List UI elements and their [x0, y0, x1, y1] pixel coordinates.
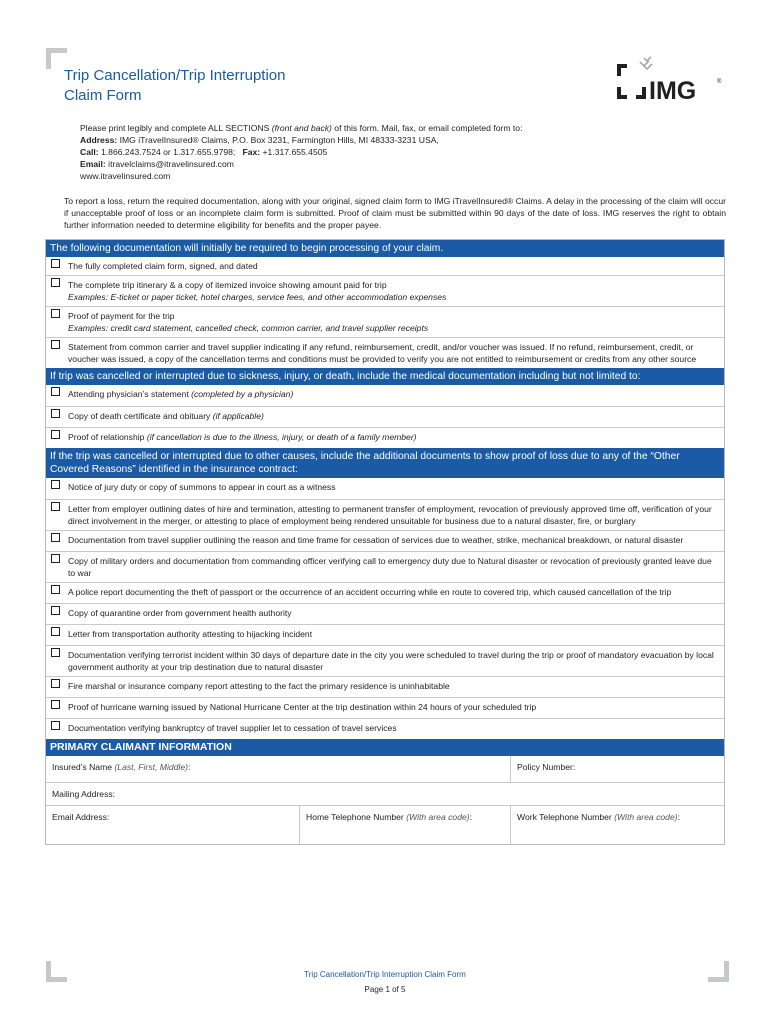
- checklist-item: [46, 257, 724, 275]
- checkbox[interactable]: [51, 648, 60, 657]
- checkbox[interactable]: [51, 700, 60, 709]
- checklist-item: [46, 645, 724, 676]
- img-logo: [616, 56, 726, 104]
- footer-form-name: Trip Cancellation/Trip Interruption Claim Form: [304, 970, 466, 979]
- checklist-item: [46, 306, 724, 337]
- checklist-item: [46, 499, 724, 530]
- email-line: Email: itravelclaims@itravelinsured.com: [80, 159, 234, 169]
- checkbox[interactable]: [51, 409, 60, 418]
- checklist-item-example: Examples: credit card statement, cancelled check, common carrier, and travel supplier receipts: [68, 323, 429, 333]
- checkbox[interactable]: [51, 533, 60, 542]
- checklist-item-text: Statement from common carrier and travel supplier indicating if any refund, reimbursement, credit, and/or voucher was issued. If no refund, reimbursement, credit, or voucher was issued, a copy of the cancellation terms and conditions must be provided to verify you are not entitled to reimbursement or credits from any other source: [68, 342, 697, 364]
- checkbox[interactable]: [51, 259, 60, 268]
- checkbox[interactable]: [51, 585, 60, 594]
- checklist-item-text: Notice of jury duty or copy of summons to appear in court as a witness: [68, 482, 336, 492]
- work-phone-field[interactable]: Work Telephone Number (With area code):: [517, 812, 680, 822]
- checklist-item-text: Proof of payment for the trip: [68, 311, 175, 321]
- checklist-item: [46, 603, 724, 624]
- checklist-item: [46, 676, 724, 697]
- checklist-item: [46, 385, 724, 406]
- section-header-general: The following documentation will initially be required to begin processing of your claim.: [46, 240, 724, 257]
- checklist-item-text: Proof of relationship: [68, 432, 147, 442]
- checkbox[interactable]: [51, 480, 60, 489]
- checklist-item-text: The fully completed claim form, signed, and dated: [68, 261, 258, 271]
- checklist-item-qualifier: (completed by a physician): [191, 389, 294, 399]
- checkbox[interactable]: [51, 679, 60, 688]
- address-line: Address: IMG iTravelInsured® Claims, P.O. Box 3231, Farmington Hills, MI 48333-3231 USA,: [80, 135, 439, 145]
- intro-paragraph: To report a loss, return the required documentation, along with your original, signed claim form to IMG iTravelInsured® Claims. A delay in the processing of the claim will occur if unacceptable proof of loss or an incomplete claim form is submitted. Proof of claim must be submitted within 90 days of the date of loss. IMG reserves the right to obtain further information needed to determine eligibility for benefits and the proper payee.: [64, 196, 726, 230]
- checklist-item-text: Copy of military orders and documentation from commanding officer verifying call to emergency duty due to Natural disaster or revocation of previously granted leave due to war: [68, 556, 712, 578]
- policy-number-field[interactable]: Policy Number:: [517, 762, 576, 772]
- claimant-fields: [46, 756, 724, 844]
- checkbox[interactable]: [51, 309, 60, 318]
- checklist-item-text: Letter from employer outlining dates of hire and termination, attesting to permanent transfer of employment, revocation of previously approved time off, verification of your direct involvement in the merger, or attesting to place of employment being rendered unsuitable for business due to a natural disaster, fire, or burglary: [68, 504, 712, 526]
- checklist-item: [46, 275, 724, 306]
- checkbox[interactable]: [51, 721, 60, 730]
- checklist-item: [46, 478, 724, 499]
- checklist-item: [46, 337, 724, 368]
- checklist-item: [46, 530, 724, 551]
- claim-form: [45, 239, 725, 845]
- website-link[interactable]: www.itravelinsured.com: [80, 171, 171, 181]
- checklist-item-text: Documentation from travel supplier outlining the reason and time frame for cessation of services due to weather, strike, mechanical breakdown, or natural disaster: [68, 535, 684, 545]
- form-title: [64, 66, 285, 106]
- checklist-item-text: Copy of death certificate and obituary: [68, 411, 213, 421]
- section-header-claimant: PRIMARY CLAIMANT INFORMATION: [46, 739, 724, 756]
- checklist-item-text: The complete trip itinerary & a copy of itemized invoice showing amount paid for trip: [68, 280, 387, 290]
- checkbox[interactable]: [51, 430, 60, 439]
- footer-page-number: Page 1 of 5: [364, 985, 406, 994]
- checklist-item-qualifier: (if applicable): [212, 411, 264, 421]
- checklist-item-example: Examples: E-ticket or paper ticket, hotel charges, service fees, and other accommodation expenses: [68, 292, 447, 302]
- form-title-line1: Trip Cancellation/Trip Interruption: [64, 67, 286, 84]
- checklist-item-text: Proof of hurricane warning issued by National Hurricane Center at the trip destination within 24 hours of your scheduled trip: [68, 702, 537, 712]
- checklist-item-text: Documentation verifying terrorist incident within 30 days of departure date in the city you were scheduled to travel during the trip or proof of mandatory evacuation by local government authority at your trip destination due to natural disaster: [68, 650, 714, 672]
- checklist-item-text: Fire marshal or insurance company report attesting to the fact the primary residence is uninhabitable: [68, 681, 450, 691]
- checklist-item: [46, 718, 724, 739]
- checklist-item-text: Documentation verifying bankruptcy of travel supplier let to cessation of travel services: [68, 723, 397, 733]
- checklist-item: [46, 624, 724, 645]
- mailing-address-field[interactable]: Mailing Address:: [52, 789, 116, 799]
- svg-text:IMG: IMG: [649, 77, 697, 104]
- insured-name-field[interactable]: Insured’s Name (Last, First, Middle):: [46, 756, 511, 782]
- instructions-line: Please print legibly and complete ALL SECTIONS (front and back) of this form. Mail, fax, or email completed form to:: [80, 123, 523, 133]
- checkbox[interactable]: [51, 554, 60, 563]
- home-phone-field[interactable]: Home Telephone Number (With area code):: [300, 806, 511, 844]
- checklist-item-qualifier: (if cancellation is due to the illness, injury, or death of a family member): [146, 432, 417, 442]
- svg-text:®: ®: [717, 79, 722, 85]
- checkbox[interactable]: [51, 278, 60, 287]
- form-title-line2: Claim Form: [64, 87, 142, 104]
- checklist-item-text: A police report documenting the theft of passport or the occurrence of an accident occurring while en route to covered trip, which caused cancellation of the trip: [68, 587, 672, 597]
- email-address-field[interactable]: Email Address:: [46, 806, 300, 844]
- checkbox[interactable]: [51, 627, 60, 636]
- checklist-item-text: Attending physician’s statement: [68, 389, 192, 399]
- checklist-item-text: Copy of quarantine order from government health authority: [68, 608, 292, 618]
- phone-line: Call: 1.866.243.7524 or 1.317.655.9798; Fax: +1.317.655.4505: [80, 147, 328, 157]
- checkbox[interactable]: [51, 502, 60, 511]
- contact-block: [80, 122, 522, 182]
- checklist-item: [46, 697, 724, 718]
- checklist-item: [46, 551, 724, 582]
- checklist-item: [46, 406, 724, 427]
- checkbox[interactable]: [51, 387, 60, 396]
- section-header-other: If the trip was cancelled or interrupted due to other causes, include the additional documents to show proof of loss due to any of the “Other Covered Reasons” identified in the insurance contract:: [46, 448, 724, 478]
- checklist-item-text: Letter from transportation authority attesting to hijacking incident: [68, 629, 313, 639]
- checkbox[interactable]: [51, 340, 60, 349]
- checklist-item: [46, 427, 724, 448]
- checkbox[interactable]: [51, 606, 60, 615]
- checklist-item: [46, 582, 724, 603]
- section-header-medical: If trip was cancelled or interrupted due to sickness, injury, or death, include the medical documentation including but not limited to:: [46, 368, 724, 385]
